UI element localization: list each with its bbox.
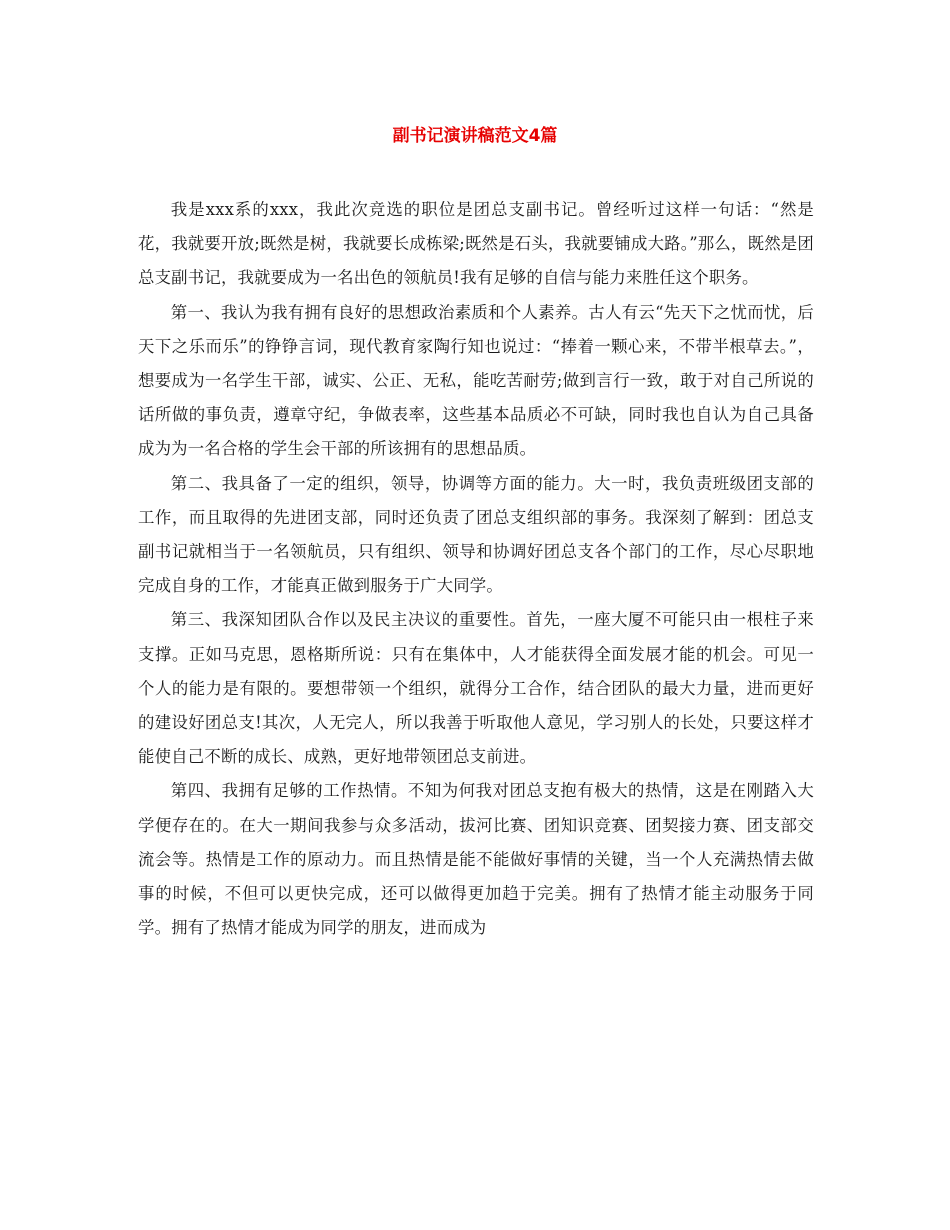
- paragraph-first: 第一、我认为我有拥有良好的思想政治素质和个人素养。古人有云“先天下之忧而忧，后天下之乐而乐”的铮铮言词，现代教育家陶行知也说过：“捧着一颗心来，不带半根草去。”，想要成为一名学生干部，诚实、公正、无私，能吃苦耐劳;做到言行一致，敢于对自己所说的话所做的事负责，遵章守纪，争做表率，这些基本品质必不可缺，同时我也自认为自己具备成为为一名合格的学生会干部的所该拥有的思想品质。: [138, 302, 814, 459]
- paragraph-fourth: 第四、我拥有足够的工作热情。不知为何我对团总支抱有极大的热情，这是在刚踏入大学便存在的。在大一期间我参与众多活动，拔河比赛、团知识竞赛、团契接力赛、团支部交流会等。热情是工作的原动力。而且热情是能不能做好事情的关键，当一个人充满热情去做事的时候，不但可以更快完成，还可以做得更加趋于完美。拥有了热情才能主动服务于同学。拥有了热情才能成为同学的朋友，进而成为: [138, 781, 814, 938]
- paragraph-intro: 我是xxx系的xxx，我此次竞选的职位是团总支副书记。曾经听过这样一句话：“然是花，我就要开放;既然是树，我就要长成栋梁;既然是石头，我就要铺成大路。”那么，既然是团总支副书记，我就要成为一名出色的领航员!我有足够的自信与能力来胜任这个职务。: [138, 200, 814, 288]
- paragraph-third: 第三、我深知团队合作以及民主决议的重要性。首先，一座大厦不可能只由一根柱子来支撑。正如马克思，恩格斯所说：只有在集体中，人才能获得全面发展才能的机会。可见一个人的能力是有限的。要想带领一个组织，就得分工合作，结合团队的最大力量，进而更好的建设好团总支!其次，人无完人，所以我善于听取他人意见，学习别人的长处，只要这样才能使自己不断的成长、成熟，更好地带领团总支前进。: [138, 610, 814, 767]
- document-body: [138, 193, 814, 945]
- document-title: 副书记演讲稿范文4篇: [392, 126, 558, 146]
- paragraph-second: 第二、我具备了一定的组织，领导，协调等方面的能力。大一时，我负责班级团支部的工作，而且取得的先进团支部，同时还负责了团总支组织部的事务。我深刻了解到：团总支副书记就相当于一名领航员，只有组织、领导和协调好团总支各个部门的工作，尽心尽职地完成自身的工作，才能真正做到服务于广大同学。: [138, 473, 814, 596]
